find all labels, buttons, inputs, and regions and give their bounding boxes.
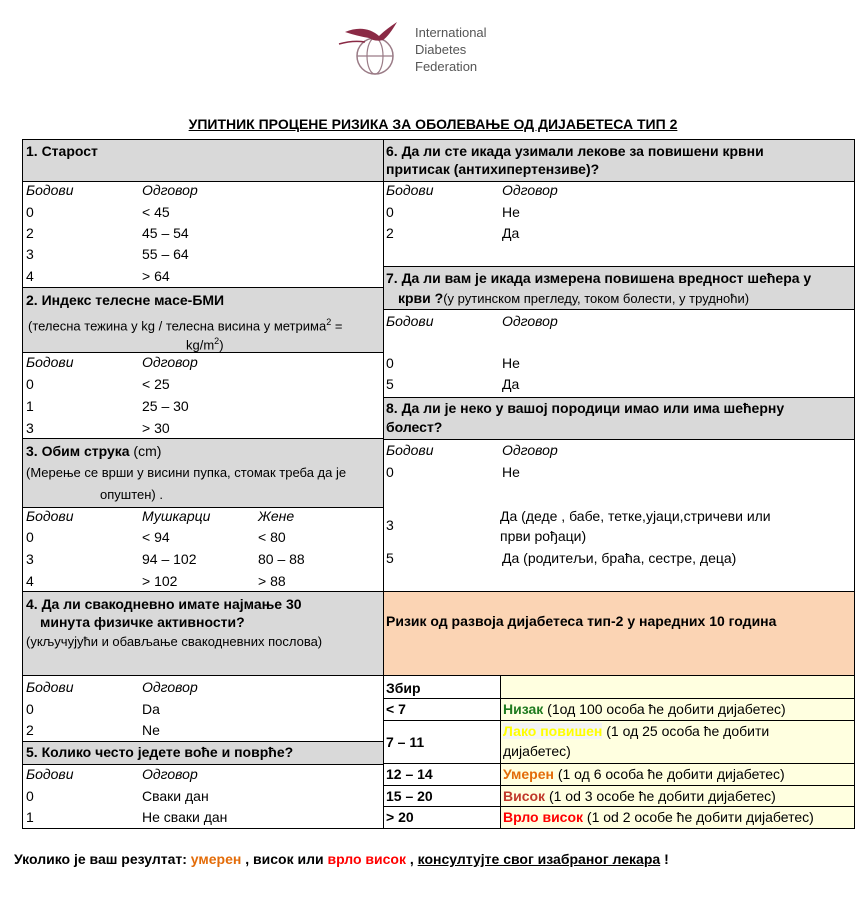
grid-line	[383, 806, 855, 807]
grid-line	[22, 352, 384, 353]
table-cell-text: 2	[26, 225, 34, 241]
logo-text: International Diabetes Federation	[415, 25, 487, 74]
risk-desc-high: Висок (1 od 3 особе ће добити дијабетес)	[503, 788, 776, 804]
table-cell-text: први рођаци)	[500, 528, 587, 544]
table-cell-text: Одговор	[502, 313, 558, 329]
grid-line	[22, 139, 23, 829]
table-cell-text: 80 – 88	[258, 551, 305, 567]
table-cell-text: 5	[386, 376, 394, 392]
risk-range-very-high: > 20	[386, 809, 414, 825]
q4-title: 4. Да ли свакодневно имате најмање 30	[26, 596, 302, 612]
table-cell-text: Да	[502, 225, 520, 241]
grid-line	[383, 763, 855, 764]
risk-range-low: < 7	[386, 701, 406, 717]
table-cell-text: 4	[26, 268, 34, 284]
table-cell-text: Da	[142, 701, 160, 717]
table-cell-text: 45 – 54	[142, 225, 189, 241]
grid-line	[383, 675, 855, 676]
risk-desc-moderate: Умерен (1 од 6 особа ће добити дијабетес)	[503, 766, 785, 782]
table-cell-text: 3	[386, 517, 394, 533]
table-cell-text: Ne	[142, 722, 160, 738]
grid-line	[383, 785, 855, 786]
table-cell-text: Одговор	[142, 354, 198, 370]
table-cell-text: Бодови	[386, 442, 434, 458]
table-cell-text: (укључујући и обављање свакодневних послова)	[26, 634, 323, 649]
table-cell-text: Не сваки дан	[142, 809, 228, 825]
table-cell-text: Мушкарци	[142, 508, 211, 524]
table-cell-text: 0	[26, 701, 34, 717]
grid-line	[22, 828, 855, 829]
table-cell-text: минута физичке активности?	[40, 614, 245, 630]
table-cell-text: Жене	[258, 508, 295, 524]
table-cell-text: 2	[386, 225, 394, 241]
grid-line	[383, 397, 855, 398]
risk-range-moderate: 12 – 14	[386, 766, 433, 782]
table-cell-text: < 94	[142, 529, 170, 545]
risk-header: Ризик од развоја дијабетеса тип-2 у наредних 10 година	[386, 613, 777, 629]
q5-title: 5. Колико често једете воће и поврће?	[26, 744, 294, 760]
table-cell-text: 0	[386, 204, 394, 220]
risk-sum-label: Збир	[386, 680, 421, 696]
q8-title: 8. Да ли је неко у вашој породици имао или има шећерну	[386, 400, 785, 416]
table-cell-text: Не	[502, 355, 520, 371]
grid-line	[22, 287, 384, 288]
table-cell-text: Одговор	[502, 442, 558, 458]
table-cell-text: > 30	[142, 420, 170, 436]
table-cell-text: 3	[26, 246, 34, 262]
grid-line	[383, 439, 855, 440]
q3-title: 3. Обим струка (cm)	[26, 443, 162, 459]
table-cell-text: болест?	[386, 419, 443, 435]
table-cell-text: притисак (антихипертензиве)?	[386, 161, 600, 177]
table-cell-text: Не	[502, 204, 520, 220]
table-cell-text: 0	[26, 376, 34, 392]
table-cell-text: Бодови	[386, 182, 434, 198]
table-cell-text: 5	[386, 550, 394, 566]
q2-note: (телесна тежина у kg / телесна висина у метрима$^2$ =	[28, 317, 343, 334]
table-cell-text: Да (родитељи, браћа, сестре, деца)	[502, 550, 737, 566]
table-cell-text: 0	[386, 464, 394, 480]
table-cell-text: Одговор	[502, 182, 558, 198]
risk-desc-low: Низак (1од 100 особа ће добити дијабетес)	[503, 701, 786, 717]
grid-line	[383, 698, 855, 699]
table-cell-text: Не	[502, 464, 520, 480]
risk-range-high: 15 – 20	[386, 788, 433, 804]
table-cell-text: Сваки дан	[142, 788, 209, 804]
grid-line	[22, 438, 384, 439]
table-cell-text: Одговор	[142, 766, 198, 782]
table-cell-text: Да (деде , бабе, тетке,ујаци,стричеви или	[500, 508, 771, 524]
hummingbird-globe-icon	[335, 14, 413, 80]
table-cell-text: 3	[26, 551, 34, 567]
q1-title: 1. Старост	[26, 143, 98, 159]
grid-line	[383, 181, 855, 182]
table-cell-text: Бодови	[26, 766, 74, 782]
table-cell-text: 25 – 30	[142, 398, 189, 414]
table-cell-text: Бодови	[386, 313, 434, 329]
table-cell-text: Бодови	[26, 679, 74, 695]
table-cell-text: 0	[26, 529, 34, 545]
table-cell-text: Одговор	[142, 679, 198, 695]
grid-line	[383, 139, 384, 829]
table-cell-text: 1	[26, 809, 34, 825]
table-cell-text: 55 – 64	[142, 246, 189, 262]
risk-range-slight: 7 – 11	[386, 734, 425, 750]
grid-line	[383, 720, 855, 721]
risk-desc-very-high: Врло висок (1 od 2 особе ће добити дијабетес)	[503, 809, 814, 825]
q2-note-unit: $kg/m^2$)	[186, 336, 224, 353]
grid-line	[22, 764, 384, 765]
q7-title-line2: крви ?(у рутинском прегледу, током болести, у трудноћи)	[398, 290, 750, 306]
table-cell-text: 1	[26, 398, 34, 414]
grid-line	[383, 591, 855, 592]
grid-line	[854, 139, 855, 829]
table-cell-text: < 80	[258, 529, 286, 545]
q6-title: 6. Да ли сте икада узимали лекове за повишени крвни	[386, 143, 764, 159]
table-cell-text: Да	[502, 376, 520, 392]
table-cell-text: 4	[26, 573, 34, 589]
grid-line	[22, 139, 855, 140]
table-cell-text: > 64	[142, 268, 170, 284]
table-cell-text: 0	[386, 355, 394, 371]
idf-logo	[335, 14, 515, 80]
table-cell-text: Бодови	[26, 508, 74, 524]
table-cell-text: 3	[26, 420, 34, 436]
table-cell-text: (Мерење се врши у висини пупка, стомак треба да је	[26, 465, 347, 480]
table-cell-text: > 102	[142, 573, 178, 589]
page-title: УПИТНИК ПРОЦЕНЕ РИЗИКА ЗА ОБОЛЕВАЊЕ ОД ДИЈАБЕТЕСА ТИП 2	[188, 116, 678, 132]
grid-line	[22, 507, 384, 508]
q7-title: 7. Да ли вам је икада измерена повишена вредност шећера у	[386, 270, 812, 286]
risk-header-bg	[384, 591, 854, 675]
grid-line	[22, 591, 384, 592]
grid-line	[383, 309, 855, 310]
grid-line	[22, 181, 384, 182]
table-cell-text: Бодови	[26, 354, 74, 370]
table-cell-text: < 45	[142, 204, 170, 220]
q1-col-answer: Одговор	[142, 182, 198, 198]
risk-desc-slight: Лако повишен (1 од 25 особа ће добити	[503, 723, 770, 739]
table-cell-text: 0	[26, 788, 34, 804]
table-cell-text: 2	[26, 722, 34, 738]
table-cell-text: 94 – 102	[142, 551, 197, 567]
table-cell-text: < 25	[142, 376, 170, 392]
table-cell-text: опуштен) .	[100, 487, 163, 502]
q1-col-points: Бодови	[26, 182, 74, 198]
grid-line	[22, 675, 384, 676]
table-cell-text: > 88	[258, 573, 286, 589]
table-cell-text: дијабетес)	[503, 743, 571, 759]
grid-line	[22, 741, 384, 742]
table-cell-text: 0	[26, 204, 34, 220]
grid-line	[383, 266, 855, 267]
footer-advice: Уколико је ваш резултат: умерен , висок или врло висок , консултујте свог изабраног лекара !	[14, 851, 669, 867]
q2-title: 2. Индекс телесне масе-БМИ	[26, 292, 225, 308]
